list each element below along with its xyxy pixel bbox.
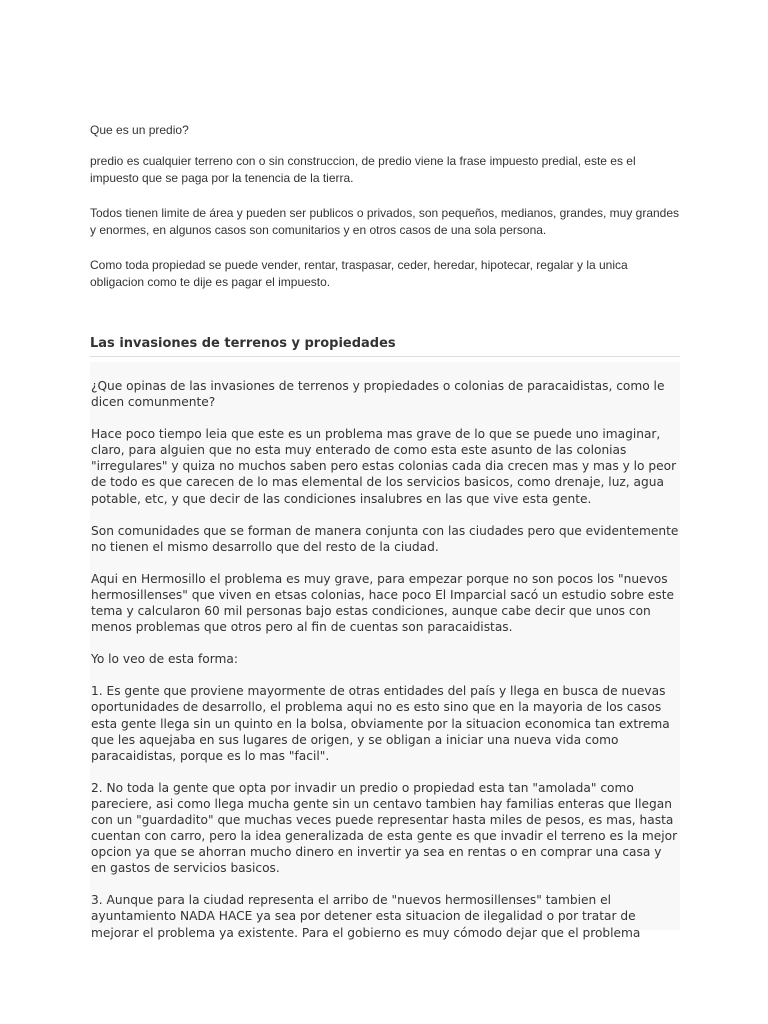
intro-paragraph: Como toda propiedad se puede vender, rentar, traspasar, ceder, heredar, hipotecar, regalar y la unica obligacion como te dije es pagar el impuesto.	[90, 257, 628, 289]
intro-section	[90, 122, 680, 309]
article-paragraph: Aqui en Hermosillo el problema es muy grave, para empezar porque no son pocos los "nuevos hermosillenses" que viven en etsas colonias, hace poco El Imparcial sacó un estudio sobre este tema y calcularon 60 mil personas bajo estas condiciones, aunque cabe decir que unos con menos problemas que otros pero al fin de cuentas son paracaidistas.	[91, 571, 675, 635]
article-paragraph: Son comunidades que se forman de manera conjunta con las ciudades pero que evidentemente no tienen el mismo desarrollo que del resto de la ciudad.	[91, 523, 679, 554]
article-paragraph: Yo lo veo de esta forma:	[91, 652, 238, 667]
article-paragraph: Hace poco tiempo leia que este es un problema mas grave de lo que se puede uno imaginar, claro, para alguien que no esta muy enterado de como esta este asunto de las colonias "irregulares" y quiza no muchos saben pero estas colonias cada dia crecen mas y mas y lo peor de todo es que carecen de lo mas elemental de los servicios basicos, como drenaje, luz, agua potable, etc, y que decir de las condiciones insalubres en las que vive esta gente.	[91, 427, 677, 506]
intro-paragraph: Todos tienen limite de área y pueden ser publicos o privados, son pequeños, medianos, grandes, muy grandes y enormes, en algunos casos son comunitarios y en otros casos de una sola persona.	[90, 205, 680, 237]
article-body	[90, 362, 680, 941]
intro-paragraph: predio es cualquier terreno con o sin construccion, de predio viene la frase impuesto predial, este es el impuesto que se paga por la tenencia de la tierra.	[90, 153, 636, 185]
article-paragraph: ¿Que opinas de las invasiones de terrenos y propiedades o colonias de paracaidistas, como le dicen comunmente?	[91, 379, 665, 410]
article-paragraph: 1. Es gente que proviene mayormente de otras entidades del país y llega en busca de nuevas oportunidades de desarrollo, el problema aqui no es esto sino que en la mayoria de los casos esta gente llega sin un quinto en la bolsa, obviamente por la situacion economica tan extrema que les aquejaba en sus lugares de origen, y se obligan a iniciar una nueva vida como paracaidistas, porque es lo mas "facil".	[91, 684, 670, 763]
article-paragraph: 3. Aunque para la ciudad representa el arribo de "nuevos hermosillenses" tambien el ayuntamiento NADA HACE ya sea por detener esta situacion de ilegalidad o por tratar de mejorar el problema ya existente. Para el gobierno es muy cómodo dejar que el problema	[91, 893, 641, 940]
article-box	[90, 362, 680, 940]
article-heading: Las invasiones de terrenos y propiedades	[90, 335, 680, 357]
article-paragraph: 2. No toda la gente que opta por invadir un predio o propiedad esta tan "amolada" como pareciere, asi como llega mucha gente sin un centavo tambien hay familias enteras que llegan con un "guardadito" que muchas veces puede representar hasta miles de pesos, es mas, hasta cuentan con carro, pero la idea generalizada de esta gente es que invadir el terreno es la mejor opcion ya que se ahorran mucho dinero en invertir ya sea en rentas o en comprar una casa y en gastos de servicios basicos.	[91, 780, 678, 876]
intro-question: Que es un predio?	[90, 123, 189, 137]
